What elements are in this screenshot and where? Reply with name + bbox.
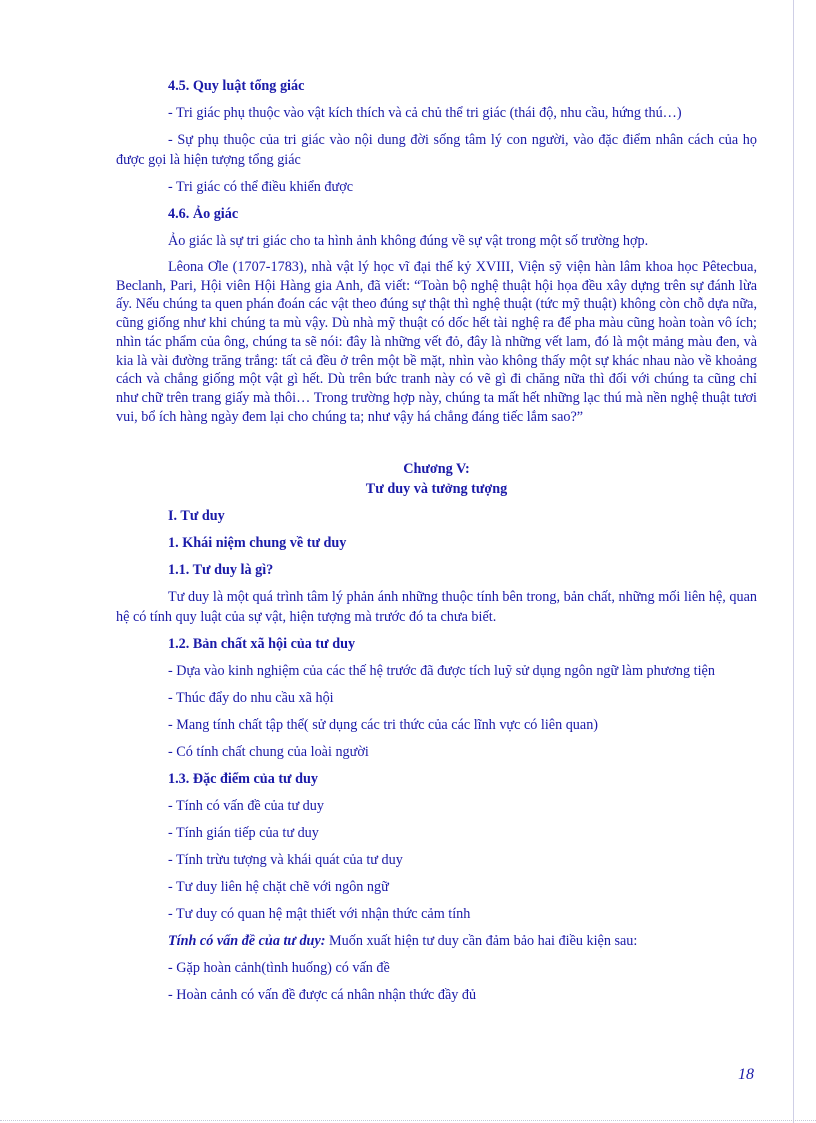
page-border-bottom xyxy=(0,1120,816,1121)
euler-quote-paragraph: Lêona Ơle (1707-1783), nhà vật lý học vĩ đại thế kỷ XVIII, Viện sỹ viện hàn lâm khoa học Pêtecbua, Beclanh, Pari, Hội viên Hội Hàng gia Anh, đã viết: “Toàn bộ nghệ thuật hội họa đều xây dựng trên sự đánh lừa ấy. Nếu chúng ta quen phán đoán các vật theo đúng sự thật thì nghệ thuật (tức mỹ thuật) không còn chỗ dựa nữa, cũng giống như khi chúng ta mù vậy. Dù nhà mỹ thuật có dốc hết tài nghệ ra để pha màu cũng hoàn toàn vô ích; nhìn tác phẩm của ông, chúng ta sẽ nói: đây là những vết đỏ, đây là những vết lam, đó là một mảng màu đen, và kia là vài đường trăng trắng: tất cả đều ở trên một bề mặt, nhìn vào không thấy một sự khác nhau nào về khoảng cách và chẳng giống một vật gì hết. Dù trên bức tranh này có vẽ gì đi chăng nữa thì đối với chúng ta cũng chỉ như chữ trên trang giấy mà thôi… Trong trường hợp này, chúng ta mất hết những lạc thú mà nền nghệ thuật tươi vui, bổ ích hàng ngày đem lại cho chúng ta; như vậy há chẳng đáng tiếc lắm sao?” xyxy=(116,259,757,425)
section-heading-1-3: 1.3. Đặc điểm của tư duy xyxy=(168,771,318,788)
page-content xyxy=(116,76,757,1012)
list-item: - Sự phụ thuộc của tri giác vào nội dung đời sống tâm lý con người, vào đặc điểm nhân cách của họ được gọi là hiện tượng tổng giác xyxy=(116,132,757,168)
part-heading: I. Tư duy xyxy=(168,508,225,525)
list-item: - Mang tính chất tập thể( sử dụng các tri thức của các lĩnh vực có liên quan) xyxy=(168,717,599,734)
sub-heading: 1. Khái niệm chung về tư duy xyxy=(168,535,347,552)
section-heading-4-5: 4.5. Quy luật tổng giác xyxy=(168,78,305,94)
section-heading-1-1: 1.1. Tư duy là gì? xyxy=(168,562,274,579)
list-item: - Tính trừu tượng và khái quát của tư duy xyxy=(168,852,403,869)
problem-paragraph xyxy=(116,931,757,951)
list-item: - Tư duy có quan hệ mật thiết với nhận thức cảm tính xyxy=(168,906,471,923)
list-item: - Tính gián tiếp của tư duy xyxy=(168,825,319,842)
list-item: - Hoàn cảnh có vấn đề được cá nhân nhận thức đầy đủ xyxy=(168,987,477,1004)
page-border-right xyxy=(793,0,794,1123)
page-number: 18 xyxy=(738,1066,754,1083)
list-item: - Có tính chất chung của loài người xyxy=(168,744,369,761)
thinking-definition: Tư duy là một quá trình tâm lý phản ánh những thuộc tính bên trong, bản chất, những mối liên hệ, quan hệ có tính quy luật của sự vật, hiện tượng mà trước đó ta chưa biết. xyxy=(116,589,757,626)
problem-text: Muốn xuất hiện tư duy cần đảm bảo hai điều kiện sau: xyxy=(325,933,638,950)
list-item: - Thúc đẩy do nhu cầu xã hội xyxy=(168,690,334,707)
section-heading-1-2: 1.2. Bản chất xã hội của tư duy xyxy=(168,636,356,653)
list-item: - Tri giác có thể điều khiển được xyxy=(168,179,354,195)
list-item: - Dựa vào kinh nghiệm của các thế hệ trước đã được tích luỹ sử dụng ngôn ngữ làm phương tiện xyxy=(168,663,715,680)
list-item: - Gặp hoàn cảnh(tình huống) có vấn đề xyxy=(168,960,390,977)
illusion-definition: Ảo giác là sự tri giác cho ta hình ảnh không đúng về sự vật trong một số trường hợp. xyxy=(168,233,649,249)
chapter-title: Tư duy và tưởng tượng xyxy=(365,481,508,498)
list-item: - Tư duy liên hệ chặt chẽ với ngôn ngữ xyxy=(168,879,389,896)
chapter-number: Chương V: xyxy=(403,461,470,478)
list-item: - Tính có vấn đề của tư duy xyxy=(168,798,324,815)
problem-label: Tính có vấn đề của tư duy: xyxy=(168,933,326,950)
section-heading-4-6: 4.6. Ảo giác xyxy=(168,206,239,222)
list-item: - Tri giác phụ thuộc vào vật kích thích và cả chủ thể tri giác (thái độ, nhu cầu, hứng thú…) xyxy=(168,105,682,121)
